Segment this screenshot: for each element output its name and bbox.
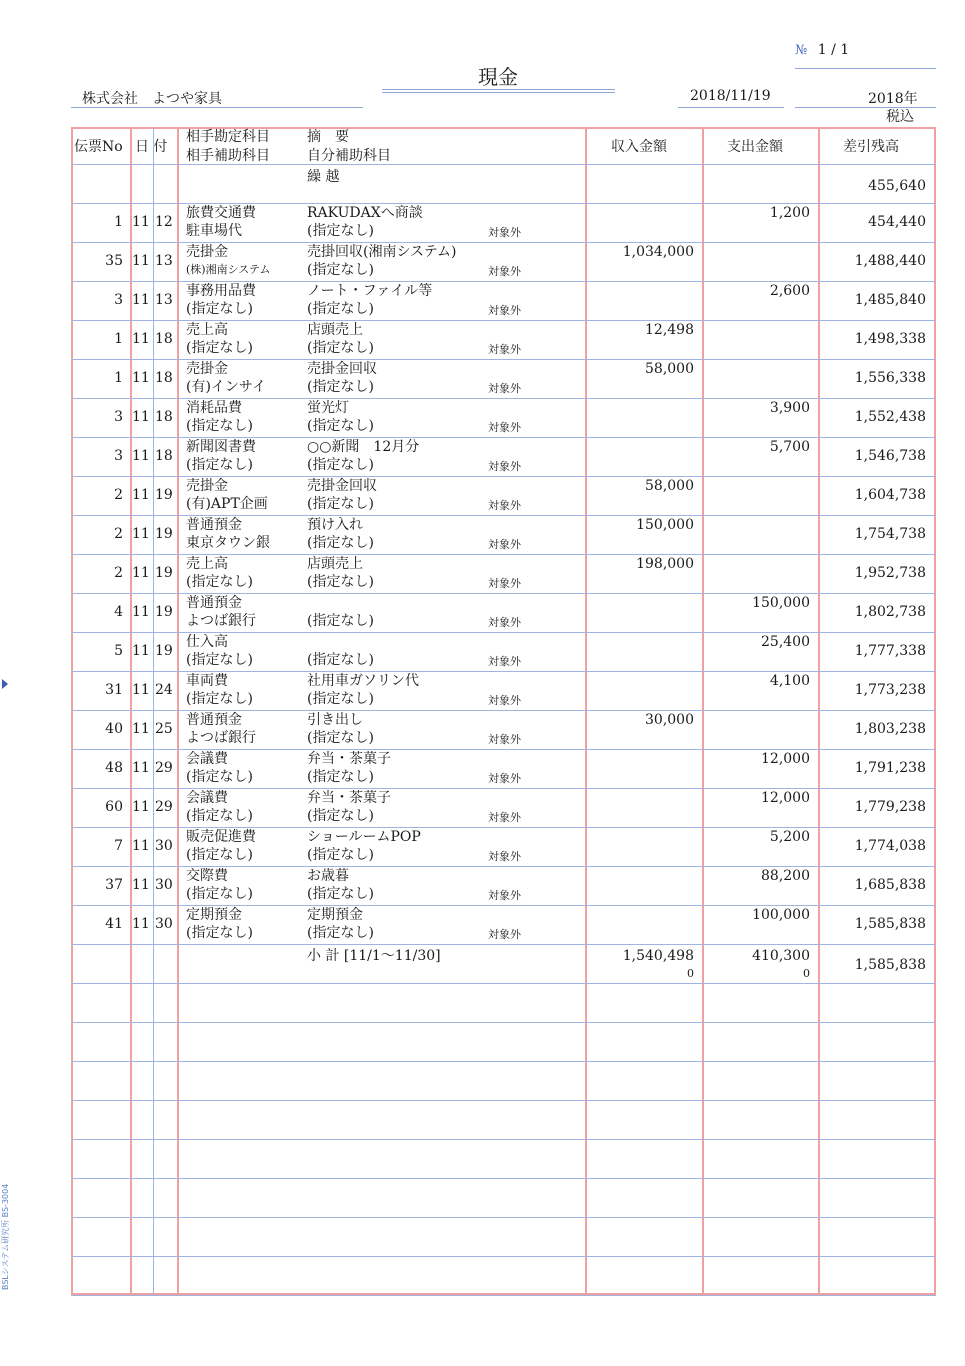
row-sub-account: よつば銀行 xyxy=(186,613,256,629)
row-own-sub-account: (指定なし) xyxy=(307,379,374,395)
report-date: 2018/11/19 xyxy=(690,88,771,104)
row-balance: 1,803,238 xyxy=(854,721,926,737)
subtotal-label: 小 計 [11/1～11/30] xyxy=(307,948,441,964)
row-day: 13 xyxy=(155,253,173,269)
row-sub-account: (指定なし) xyxy=(186,652,253,668)
row-sub-account: (指定なし) xyxy=(186,418,253,434)
row-day: 19 xyxy=(155,565,173,581)
row-own-sub-account: (指定なし) xyxy=(307,847,374,863)
row-month: 11 xyxy=(132,760,150,776)
row-balance: 1,546,738 xyxy=(854,448,926,464)
row-voucher-no: 7 xyxy=(114,838,123,854)
row-summary: ショールームPOP xyxy=(307,829,421,845)
row-own-sub-account: (指定なし) xyxy=(307,691,374,707)
header-summary: 摘 要 xyxy=(307,129,349,145)
row-tax-class: 対象外 xyxy=(488,733,521,746)
header-account: 相手勘定科目 xyxy=(186,129,270,145)
row-month: 11 xyxy=(132,604,150,620)
row-month: 11 xyxy=(132,799,150,815)
row-sub-account: (指定なし) xyxy=(186,769,253,785)
row-expense: 1,200 xyxy=(769,205,810,221)
row-tax-class: 対象外 xyxy=(488,655,521,668)
row-sub-account: (指定なし) xyxy=(186,925,253,941)
row-tax-class: 対象外 xyxy=(488,226,521,239)
row-account: 売上高 xyxy=(186,322,228,338)
row-voucher-no: 37 xyxy=(105,877,123,893)
row-voucher-no: 1 xyxy=(114,370,123,386)
row-day: 19 xyxy=(155,604,173,620)
row-account: 普通預金 xyxy=(186,517,242,533)
row-tax-class: 対象外 xyxy=(488,889,521,902)
row-account: 事務用品費 xyxy=(186,283,256,299)
row-balance: 1,779,238 xyxy=(854,799,926,815)
header-date: 日 付 xyxy=(135,139,168,155)
row-own-sub-account: (指定なし) xyxy=(307,652,374,668)
row-balance: 1,685,838 xyxy=(854,877,926,893)
subtotal-expense-tax: 0 xyxy=(803,967,810,980)
row-sub-account: (指定なし) xyxy=(186,301,253,317)
header-no: 伝票No xyxy=(74,139,123,155)
row-own-sub-account: (指定なし) xyxy=(307,262,374,278)
row-tax-class: 対象外 xyxy=(488,616,521,629)
row-own-sub-account: (指定なし) xyxy=(307,730,374,746)
row-own-sub-account: (指定なし) xyxy=(307,613,374,629)
row-voucher-no: 2 xyxy=(114,526,123,542)
row-expense: 2,600 xyxy=(769,283,810,299)
row-account: 売掛金 xyxy=(186,361,228,377)
row-summary: 預け入れ xyxy=(307,517,363,533)
row-expense: 25,400 xyxy=(761,634,810,650)
row-own-sub-account: (指定なし) xyxy=(307,496,374,512)
row-month: 11 xyxy=(132,253,150,269)
row-month: 11 xyxy=(132,838,150,854)
row-month: 11 xyxy=(132,214,150,230)
row-sub-account: (指定なし) xyxy=(186,808,253,824)
row-sub-account: (指定なし) xyxy=(186,574,253,590)
row-account: 定期預金 xyxy=(186,907,242,923)
page-number-value: 1 / 1 xyxy=(817,42,850,58)
row-own-sub-account: (指定なし) xyxy=(307,925,374,941)
row-balance: 1,777,338 xyxy=(854,643,926,659)
row-voucher-no: 4 xyxy=(114,604,123,620)
row-summary: 弁当・茶菓子 xyxy=(307,751,391,767)
page-number-label: № xyxy=(795,43,808,58)
row-sub-account: (指定なし) xyxy=(186,886,253,902)
row-tax-class: 対象外 xyxy=(488,460,521,473)
page-number xyxy=(795,42,849,58)
row-tax-class: 対象外 xyxy=(488,382,521,395)
row-account: 旅費交通費 xyxy=(186,205,256,221)
row-voucher-no: 41 xyxy=(105,916,123,932)
company-name: 株式会社 よつや家具 xyxy=(82,91,222,107)
row-income: 58,000 xyxy=(645,361,694,377)
row-voucher-no: 40 xyxy=(105,721,123,737)
row-tax-class: 対象外 xyxy=(488,265,521,278)
row-day: 18 xyxy=(155,448,173,464)
row-summary: 売掛金回収 xyxy=(307,361,377,377)
row-day: 19 xyxy=(155,487,173,503)
row-own-sub-account: (指定なし) xyxy=(307,769,374,785)
row-tax-class: 対象外 xyxy=(488,499,521,512)
row-balance: 1,774,038 xyxy=(854,838,926,854)
row-summary: お歳暮 xyxy=(307,868,349,884)
header-own-sub-account: 自分補助科目 xyxy=(307,148,391,164)
row-account: 会議費 xyxy=(186,751,228,767)
row-balance: 1,754,738 xyxy=(854,526,926,542)
row-income: 1,034,000 xyxy=(622,244,694,260)
row-sub-account: よつば銀行 xyxy=(186,730,256,746)
row-expense: 5,200 xyxy=(769,829,810,845)
row-voucher-no: 48 xyxy=(105,760,123,776)
row-tax-class: 対象外 xyxy=(488,772,521,785)
row-account: 普通預金 xyxy=(186,595,242,611)
row-balance: 1,802,738 xyxy=(854,604,926,620)
row-voucher-no: 60 xyxy=(105,799,123,815)
row-tax-class: 対象外 xyxy=(488,928,521,941)
row-day: 19 xyxy=(155,643,173,659)
row-balance: 1,773,238 xyxy=(854,682,926,698)
row-balance: 1,488,440 xyxy=(854,253,926,269)
row-voucher-no: 1 xyxy=(114,214,123,230)
row-month: 11 xyxy=(132,487,150,503)
row-month: 11 xyxy=(132,409,150,425)
subtotal-income-tax: 0 xyxy=(687,967,694,980)
row-summary: 弁当・茶菓子 xyxy=(307,790,391,806)
row-summary: 売掛回収(湘南システム) xyxy=(307,244,457,260)
carry-forward-balance: 455,640 xyxy=(868,178,926,194)
row-tax-class: 対象外 xyxy=(488,694,521,707)
row-summary: 蛍光灯 xyxy=(307,400,349,416)
row-voucher-no: 35 xyxy=(105,253,123,269)
row-balance: 1,485,840 xyxy=(854,292,926,308)
row-account: 車両費 xyxy=(186,673,228,689)
row-sub-account: (有)APT企画 xyxy=(186,496,268,512)
page-marker-icon xyxy=(2,679,8,689)
row-day: 29 xyxy=(155,760,173,776)
row-sub-account: 東京タウン銀 xyxy=(186,535,270,551)
row-tax-class: 対象外 xyxy=(488,538,521,551)
row-summary: ノート・ファイル等 xyxy=(307,283,433,299)
row-voucher-no: 2 xyxy=(114,487,123,503)
row-day: 19 xyxy=(155,526,173,542)
row-expense: 3,900 xyxy=(769,400,810,416)
row-voucher-no: 3 xyxy=(114,292,123,308)
row-day: 18 xyxy=(155,370,173,386)
row-own-sub-account: (指定なし) xyxy=(307,418,374,434)
row-balance: 1,552,438 xyxy=(854,409,926,425)
row-day: 30 xyxy=(155,916,173,932)
row-own-sub-account: (指定なし) xyxy=(307,340,374,356)
row-account: 売掛金 xyxy=(186,478,228,494)
row-sub-account: 駐車場代 xyxy=(186,223,242,239)
row-own-sub-account: (指定なし) xyxy=(307,223,374,239)
fiscal-year: 2018年 xyxy=(868,91,918,107)
row-day: 24 xyxy=(155,682,173,698)
row-expense: 5,700 xyxy=(769,439,810,455)
row-voucher-no: 3 xyxy=(114,448,123,464)
row-month: 11 xyxy=(132,526,150,542)
row-income: 30,000 xyxy=(645,712,694,728)
carry-forward-label: 繰 越 xyxy=(307,169,340,185)
row-summary: 引き出し xyxy=(307,712,363,728)
row-summary: ○○新聞 12月分 xyxy=(307,439,420,455)
row-account: 仕入高 xyxy=(186,634,228,650)
row-voucher-no: 2 xyxy=(114,565,123,581)
header-sub-account: 相手補助科目 xyxy=(186,148,270,164)
row-balance: 1,791,238 xyxy=(854,760,926,776)
row-day: 18 xyxy=(155,331,173,347)
row-account: 普通預金 xyxy=(186,712,242,728)
row-sub-account: (有)インサイ xyxy=(186,379,266,395)
row-summary: 定期預金 xyxy=(307,907,363,923)
row-own-sub-account: (指定なし) xyxy=(307,535,374,551)
row-month: 11 xyxy=(132,643,150,659)
row-month: 11 xyxy=(132,565,150,581)
row-day: 12 xyxy=(155,214,173,230)
row-balance: 1,585,838 xyxy=(854,916,926,932)
row-own-sub-account: (指定なし) xyxy=(307,808,374,824)
row-tax-class: 対象外 xyxy=(488,850,521,863)
row-own-sub-account: (指定なし) xyxy=(307,574,374,590)
row-expense: 150,000 xyxy=(752,595,810,611)
row-expense: 4,100 xyxy=(769,673,810,689)
row-voucher-no: 5 xyxy=(114,643,123,659)
row-month: 11 xyxy=(132,448,150,464)
row-day: 18 xyxy=(155,409,173,425)
row-summary: 店頭売上 xyxy=(307,556,363,572)
row-income: 12,498 xyxy=(645,322,694,338)
tax-mode: 税込 xyxy=(886,109,914,125)
row-own-sub-account: (指定なし) xyxy=(307,301,374,317)
row-month: 11 xyxy=(132,877,150,893)
row-summary: 店頭売上 xyxy=(307,322,363,338)
header-income: 収入金額 xyxy=(611,139,667,155)
row-month: 11 xyxy=(132,292,150,308)
row-month: 11 xyxy=(132,916,150,932)
row-balance: 1,604,738 xyxy=(854,487,926,503)
row-sub-account: (指定なし) xyxy=(186,340,253,356)
form-code: BSLシステム研究所 BS-3004 xyxy=(1,1183,10,1290)
row-month: 11 xyxy=(132,331,150,347)
header-expense: 支出金額 xyxy=(727,139,783,155)
row-expense: 12,000 xyxy=(761,751,810,767)
row-voucher-no: 3 xyxy=(114,409,123,425)
row-day: 13 xyxy=(155,292,173,308)
row-account: 交際費 xyxy=(186,868,228,884)
row-balance: 454,440 xyxy=(868,214,926,230)
header-balance: 差引残高 xyxy=(843,139,899,155)
row-voucher-no: 31 xyxy=(105,682,123,698)
row-sub-account: (指定なし) xyxy=(186,847,253,863)
row-day: 25 xyxy=(155,721,173,737)
row-day: 29 xyxy=(155,799,173,815)
row-balance: 1,556,338 xyxy=(854,370,926,386)
row-sub-account: (指定なし) xyxy=(186,457,253,473)
row-balance: 1,952,738 xyxy=(854,565,926,581)
row-income: 150,000 xyxy=(636,517,694,533)
row-tax-class: 対象外 xyxy=(488,577,521,590)
row-account: 売上高 xyxy=(186,556,228,572)
row-balance: 1,498,338 xyxy=(854,331,926,347)
row-tax-class: 対象外 xyxy=(488,421,521,434)
row-day: 30 xyxy=(155,877,173,893)
row-sub-account: (株)湘南システム xyxy=(186,263,271,276)
row-month: 11 xyxy=(132,370,150,386)
row-income: 198,000 xyxy=(636,556,694,572)
row-expense: 100,000 xyxy=(752,907,810,923)
row-own-sub-account: (指定なし) xyxy=(307,457,374,473)
subtotal-expense: 410,300 xyxy=(752,948,810,964)
row-account: 会議費 xyxy=(186,790,228,806)
subtotal-balance: 1,585,838 xyxy=(854,957,926,973)
subtotal-income: 1,540,498 xyxy=(622,948,694,964)
row-day: 30 xyxy=(155,838,173,854)
ledger-table xyxy=(71,127,936,1295)
row-sub-account: (指定なし) xyxy=(186,691,253,707)
row-summary: 社用車ガソリン代 xyxy=(307,673,419,689)
row-summary: 売掛金回収 xyxy=(307,478,377,494)
row-tax-class: 対象外 xyxy=(488,304,521,317)
row-account: 販売促進費 xyxy=(186,829,256,845)
row-tax-class: 対象外 xyxy=(488,343,521,356)
row-month: 11 xyxy=(132,682,150,698)
row-income: 58,000 xyxy=(645,478,694,494)
row-expense: 88,200 xyxy=(761,868,810,884)
row-account: 売掛金 xyxy=(186,244,228,260)
row-voucher-no: 1 xyxy=(114,331,123,347)
row-tax-class: 対象外 xyxy=(488,811,521,824)
row-summary: RAKUDAXへ商談 xyxy=(307,205,423,221)
page-title: 現金 xyxy=(478,65,518,89)
row-account: 消耗品費 xyxy=(186,400,242,416)
row-month: 11 xyxy=(132,721,150,737)
row-expense: 12,000 xyxy=(761,790,810,806)
row-account: 新聞図書費 xyxy=(186,439,256,455)
row-own-sub-account: (指定なし) xyxy=(307,886,374,902)
